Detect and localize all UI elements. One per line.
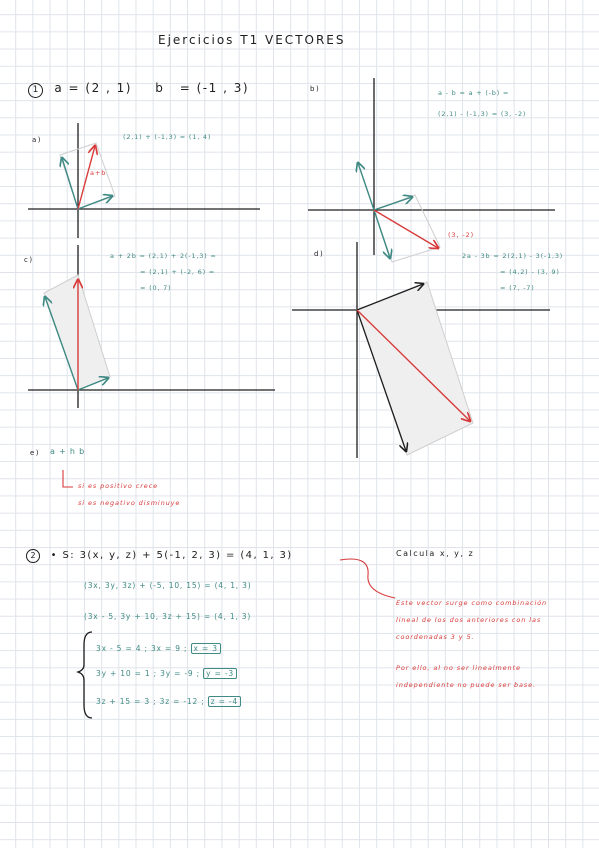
vector-b bbox=[358, 163, 374, 210]
vector-sum bbox=[78, 146, 95, 209]
vector-a bbox=[78, 196, 112, 209]
exercise-2-step1: (3x, 3y, 3z) + (-5, 10, 15) = (4, 1, 3) bbox=[84, 581, 252, 590]
part-b-line1: a - b = a + (-b) = bbox=[438, 89, 510, 97]
vector-diff bbox=[374, 210, 438, 248]
part-d-line3: = (7, -7) bbox=[500, 284, 535, 292]
vector-minus-b bbox=[374, 210, 390, 258]
parallelogram bbox=[44, 275, 110, 390]
part-b-label: b) bbox=[310, 85, 321, 93]
note-line-1: Este vector surge como combinación bbox=[396, 599, 548, 607]
part-a-vector-label: a+b bbox=[90, 169, 107, 177]
vector-b bbox=[62, 158, 78, 209]
part-a-label: a) bbox=[32, 136, 43, 144]
note-line-3: coordenadas 3 y 5. bbox=[396, 633, 475, 641]
exercise-2-step2: (3x - 5, 3y + 10, 3z + 15) = (4, 1, 3) bbox=[84, 612, 252, 621]
equation-z-text: 3z + 15 = 3 ; 3z = -12 ; bbox=[96, 697, 205, 706]
exercise-2-equation: • S: 3(x, y, z) + 5(-1, 2, 3) = (4, 1, 3) bbox=[50, 550, 293, 561]
parallelogram bbox=[374, 195, 440, 262]
part-c-line3: = (0, 7) bbox=[140, 284, 172, 292]
part-e-label: e) bbox=[30, 449, 41, 457]
part-d-line2: = (4,2) - (3, 9) bbox=[500, 268, 560, 276]
part-e-note-1: si es positivo crece bbox=[78, 482, 159, 490]
exercise-2-statement bbox=[26, 549, 293, 563]
system-brace bbox=[78, 632, 92, 718]
vector-b-value: = (-1 , 3) bbox=[179, 81, 250, 95]
vector-a-value: = (2 , 1) bbox=[68, 81, 132, 95]
part-a-calc: (2,1) + (-1,3) = (1, 4) bbox=[123, 133, 212, 141]
note-line-5: independiente no puede ser base. bbox=[396, 681, 537, 689]
equation-x-text: 3x - 5 = 4 ; 3x = 9 ; bbox=[96, 644, 188, 653]
exercise-2-ask: Calcula x, y, z bbox=[396, 549, 475, 558]
note-line-4: Por ello, al no ser linealmente bbox=[396, 664, 521, 672]
equation-y bbox=[96, 670, 237, 678]
part-e-note-2: si es negativo disminuye bbox=[78, 499, 181, 507]
exercise-number-badge: 2 bbox=[26, 549, 40, 563]
part-b-result-label: (3, -2) bbox=[448, 231, 475, 239]
equation-y-text: 3y + 10 = 1 ; 3y = -9 ; bbox=[96, 669, 200, 678]
note-connector bbox=[340, 559, 395, 598]
equation-x bbox=[96, 645, 221, 653]
equation-z bbox=[96, 698, 241, 706]
page-title: Ejercicios T1 VECTORES bbox=[158, 33, 346, 47]
parallelogram bbox=[357, 282, 473, 455]
result-x: x = 3 bbox=[191, 643, 221, 654]
part-c-label: c) bbox=[24, 256, 34, 264]
result-z: z = -4 bbox=[208, 696, 241, 707]
part-c-line2: = (2,1) + (-2, 6) = bbox=[140, 268, 216, 276]
graph-b bbox=[308, 78, 555, 262]
exercise-1-header bbox=[28, 82, 249, 98]
note-bracket bbox=[63, 470, 73, 487]
vector-a-name: a bbox=[54, 81, 64, 95]
vector-a bbox=[374, 197, 412, 210]
part-b-line2: (2,1) - (-1,3) = (3, -2) bbox=[438, 110, 527, 118]
vector-b-name: b bbox=[155, 81, 165, 95]
part-d-line1: 2a - 3b = 2(2,1) - 3(-1,3) bbox=[462, 252, 564, 260]
part-e-expression: a + h b bbox=[50, 447, 85, 456]
exercise-number-badge: 1 bbox=[28, 83, 43, 98]
note-line-2: lineal de los dos anteriores con las bbox=[396, 616, 542, 624]
result-y: y = -3 bbox=[203, 668, 237, 679]
part-c-line1: a + 2b = (2,1) + 2(-1,3) = bbox=[110, 252, 217, 260]
part-d-label: d) bbox=[314, 250, 325, 258]
